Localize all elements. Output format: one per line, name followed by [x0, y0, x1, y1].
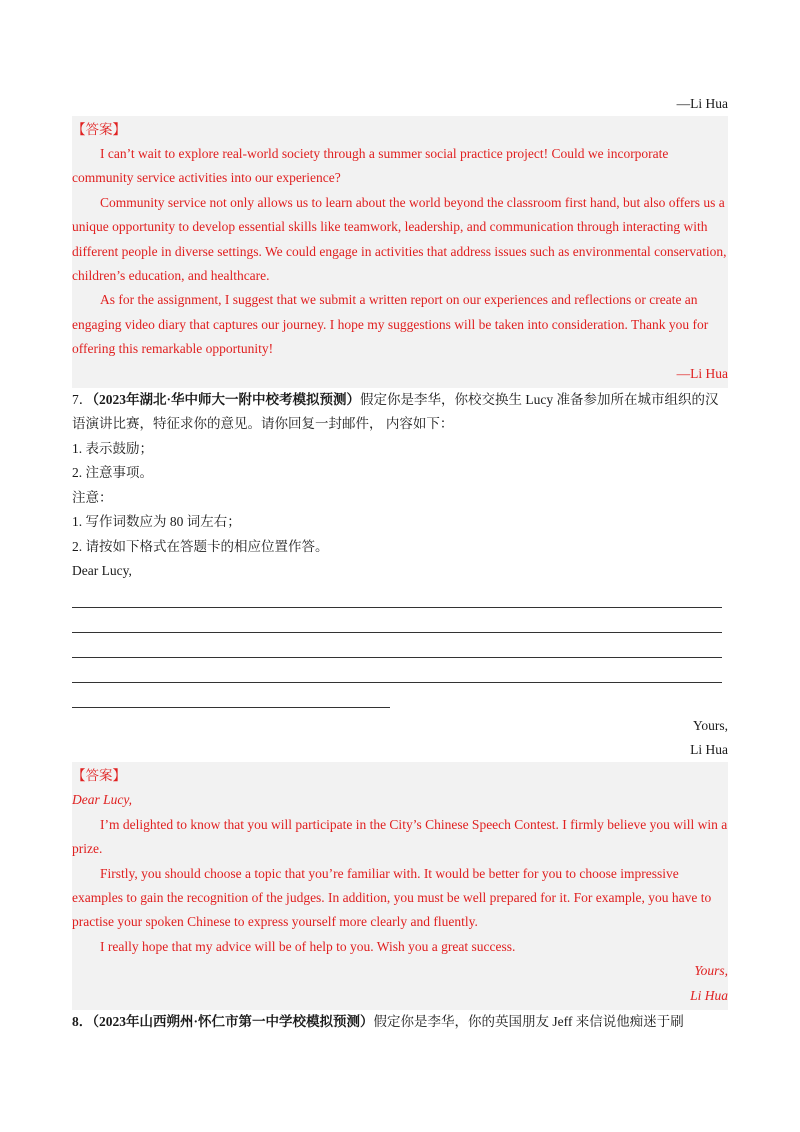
note-item: 1. 写作词数应为 80 词左右； — [72, 514, 241, 530]
letter-greeting: Dear Lucy, — [72, 562, 132, 578]
question-number: 7． — [72, 392, 93, 408]
answer-name: Li Hua — [690, 987, 728, 1003]
question-7 — [72, 388, 728, 437]
note-item: 2. 请按如下格式在答题卡的相应位置作答。 — [72, 538, 329, 554]
answer-paragraph: I’m delighted to know that you will participate in the City’s Chinese Speech Contest. I firmly believe you will win a prize. — [72, 816, 728, 857]
answer-paragraph: I can’t wait to explore real-world society through a summer social practice project! Could we incorporate community service activities into our experience? — [72, 146, 669, 186]
answer-signature: —Li Hua — [676, 365, 728, 381]
question-source: （2023年山西朔州·怀仁市第一中学校模拟预测） — [92, 1013, 374, 1029]
answer-paragraph: Community service not only allows us to learn about the world beyond the classroom first hand, but also offers us a unique opportunity to develop essential skills like teamwork, leadership, and communication through interacting with different people in diverse settings. We could engage in activities that address issues such as environmental conservation, children’s education, and healthcare. — [72, 194, 727, 284]
writing-line[interactable] — [72, 683, 390, 708]
question-prompt: 假定你是李华，你校交换生 Lucy 准备参加所在城市组织的汉语演讲比赛，特征求你的意见。请你回复一封邮件， 内容如下： — [72, 392, 719, 432]
document-body — [72, 92, 728, 1034]
letter-name: Li Hua — [690, 742, 728, 758]
question-number: 8． — [72, 1013, 93, 1029]
letter-closing: Yours, — [692, 718, 728, 734]
question-prompt: 假定你是李华，你的英国朋友 Jeff 来信说他痴迷于刷 — [373, 1013, 684, 1029]
question-source: （2023年湖北·华中师大一附中校考模拟预测） — [92, 392, 361, 408]
answer-block-2 — [72, 762, 728, 1010]
note-label: 注意： — [72, 489, 113, 505]
writing-lines — [72, 583, 728, 708]
top-signature: —Li Hua — [676, 96, 728, 111]
answer-greeting: Dear Lucy, — [72, 792, 132, 808]
answer-label: 【答案】 — [72, 768, 126, 784]
writing-line[interactable] — [72, 658, 722, 683]
question-8 — [72, 1010, 728, 1034]
writing-line[interactable] — [72, 583, 722, 608]
writing-line[interactable] — [72, 608, 722, 633]
answer-label: 【答案】 — [72, 122, 126, 137]
requirement-item: 2. 注意事项。 — [72, 465, 153, 481]
answer-closing: Yours, — [694, 963, 728, 979]
requirement-item: 1. 表示鼓励； — [72, 440, 153, 456]
answer-paragraph: I really hope that my advice will be of help to you. Wish you a great success. — [100, 938, 516, 954]
answer-block-1 — [72, 116, 728, 388]
writing-line[interactable] — [72, 633, 722, 658]
answer-paragraph: Firstly, you should choose a topic that you’re familiar with. It would be better for you to choose impressive examples to gain the recognition of the judges. In addition, you must be well prepared for it. For example, you have to practise your spoken Chinese to express yourself more clearly and fluently. — [72, 865, 712, 930]
answer-paragraph: As for the assignment, I suggest that we submit a written report on our experiences and reflections or create an engaging video diary that captures our journey. I hope my suggestions will be taken into consideration. Thank you for offering this remarkable opportunity! — [72, 292, 709, 357]
